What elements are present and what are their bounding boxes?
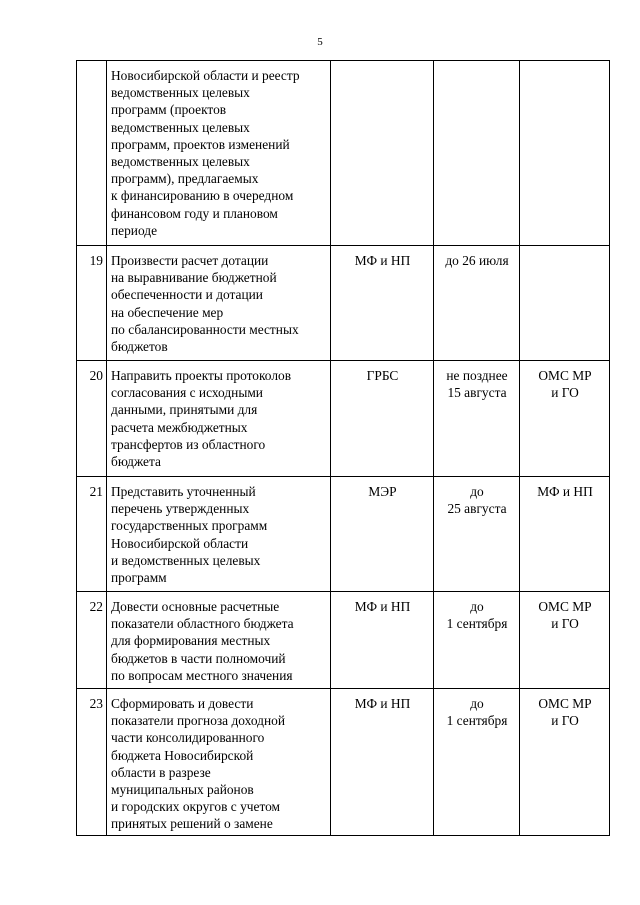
task-description-line: части консолидированного — [111, 730, 265, 746]
responsible-executor-line: МФ и НП — [354, 253, 411, 268]
deadline-cell — [434, 592, 520, 689]
task-description-cell — [107, 689, 331, 836]
table-row — [77, 61, 610, 246]
plan-table — [76, 60, 610, 836]
task-description-line: перечень утвержденных — [111, 501, 250, 517]
co-executors-cell — [520, 592, 610, 689]
responsible-executor-line: ГРБС — [366, 368, 399, 383]
row-number: 23 — [89, 696, 103, 711]
task-description-line: периоде — [111, 222, 158, 238]
table-row — [77, 592, 610, 689]
deadline-line: 15 августа — [447, 385, 507, 401]
co-executors-line: ОМС МР — [538, 599, 592, 614]
task-description-cell — [107, 477, 331, 592]
task-description-line: по сбалансированности местных — [111, 321, 299, 337]
task-description-line: к финансированию в очередном — [111, 188, 294, 204]
row-number: 22 — [89, 599, 103, 614]
task-description-line: на обеспечение мер — [111, 304, 224, 320]
table-row — [77, 689, 610, 836]
responsible-executor-cell — [331, 592, 434, 689]
deadline-line: до — [470, 696, 484, 711]
row-number: 19 — [89, 253, 103, 268]
responsible-executor-cell — [331, 689, 434, 836]
table-row — [77, 477, 610, 592]
task-description-line: согласования с исходными — [111, 385, 263, 401]
task-description-line: ведомственных целевых — [111, 119, 250, 135]
responsible-executor-cell — [331, 361, 434, 477]
deadline-line: 1 сентября — [446, 616, 508, 632]
deadline-cell — [434, 61, 520, 246]
task-description-line: бюджетов — [111, 339, 168, 355]
deadline-line: 25 августа — [447, 501, 507, 517]
task-description-line: программ, проектов изменений — [111, 136, 290, 152]
co-executors-cell — [520, 477, 610, 592]
co-executors-line: ОМС МР — [538, 368, 592, 383]
task-description-line: Представить уточненный — [111, 484, 256, 499]
task-description-line: по вопросам местного значения — [111, 667, 293, 683]
deadline-line: до — [470, 599, 484, 614]
responsible-executor-cell — [331, 477, 434, 592]
task-description-line: ведомственных целевых — [111, 154, 250, 170]
deadline-cell — [434, 361, 520, 477]
task-description-line: Сформировать и довести — [111, 696, 254, 711]
task-description-line: ведомственных целевых — [111, 85, 250, 101]
co-executors-line: и ГО — [551, 616, 579, 632]
task-description-line: расчета межбюджетных — [111, 419, 248, 435]
task-description-line: бюджетов в части полномочий — [111, 650, 286, 666]
row-number-cell — [77, 592, 107, 689]
plan-table-body — [77, 61, 610, 836]
row-number-cell — [77, 477, 107, 592]
co-executors-cell — [520, 246, 610, 361]
task-description-line: на выравнивание бюджетной — [111, 270, 277, 286]
task-description-line: программ), предлагаемых — [111, 171, 259, 187]
row-number: 21 — [89, 484, 103, 499]
task-description-line: бюджета Новосибирской — [111, 747, 254, 763]
task-description-line: Довести основные расчетные — [111, 599, 280, 614]
task-description-line: Направить проекты протоколов — [111, 368, 292, 383]
co-executors-line: и ГО — [551, 713, 579, 729]
co-executors-line: ОМС МР — [538, 696, 592, 711]
task-description-cell — [107, 361, 331, 477]
task-description-cell — [107, 246, 331, 361]
task-description-cell — [107, 592, 331, 689]
row-number-cell — [77, 246, 107, 361]
task-description-line: Новосибирской области — [111, 535, 249, 551]
row-number-cell — [77, 689, 107, 836]
responsible-executor-cell — [331, 61, 434, 246]
responsible-executor-line: МФ и НП — [354, 599, 411, 614]
task-description-line: области в разрезе — [111, 764, 211, 780]
task-description-line: бюджета — [111, 454, 161, 470]
co-executors-line: МФ и НП — [537, 484, 593, 499]
task-description-line: Новосибирской области и реестр — [111, 68, 300, 83]
task-description-line: трансфертов из областного — [111, 436, 266, 452]
co-executors-line: и ГО — [551, 385, 579, 401]
task-description-line: показатели прогноза доходной — [111, 713, 285, 729]
task-description-line: для формирования местных — [111, 633, 271, 649]
task-description-line: и ведомственных целевых — [111, 552, 261, 568]
table-row — [77, 246, 610, 361]
task-description-line: обеспеченности и дотации — [111, 287, 263, 303]
page-number: 5 — [317, 36, 323, 48]
row-number-cell — [77, 361, 107, 477]
co-executors-cell — [520, 61, 610, 246]
task-description-line: данными, принятыми для — [111, 402, 258, 418]
co-executors-cell — [520, 361, 610, 477]
task-description-cell — [107, 61, 331, 246]
responsible-executor-line: МЭР — [368, 484, 397, 499]
task-description-line: Произвести расчет дотации — [111, 253, 269, 268]
task-description-line: принятых решений о замене — [111, 816, 273, 832]
deadline-line: до 26 июля — [445, 253, 509, 268]
task-description-line: программ (проектов — [111, 102, 227, 118]
deadline-line: 1 сентября — [446, 713, 508, 729]
task-description-line: финансовом году и плановом — [111, 205, 278, 221]
deadline-line: до — [470, 484, 484, 499]
deadline-cell — [434, 477, 520, 592]
task-description-line: показатели областного бюджета — [111, 616, 294, 632]
task-description-line: государственных программ — [111, 518, 268, 534]
deadline-line: не позднее — [446, 368, 508, 383]
task-description-line: программ — [111, 570, 167, 586]
co-executors-cell — [520, 689, 610, 836]
deadline-cell — [434, 246, 520, 361]
table-row — [77, 361, 610, 477]
responsible-executor-line: МФ и НП — [354, 696, 411, 711]
task-description-line: муниципальных районов — [111, 782, 254, 798]
row-number-cell — [77, 61, 107, 246]
task-description-line: и городских округов с учетом — [111, 799, 281, 815]
responsible-executor-cell — [331, 246, 434, 361]
deadline-cell — [434, 689, 520, 836]
row-number: 20 — [89, 368, 103, 383]
